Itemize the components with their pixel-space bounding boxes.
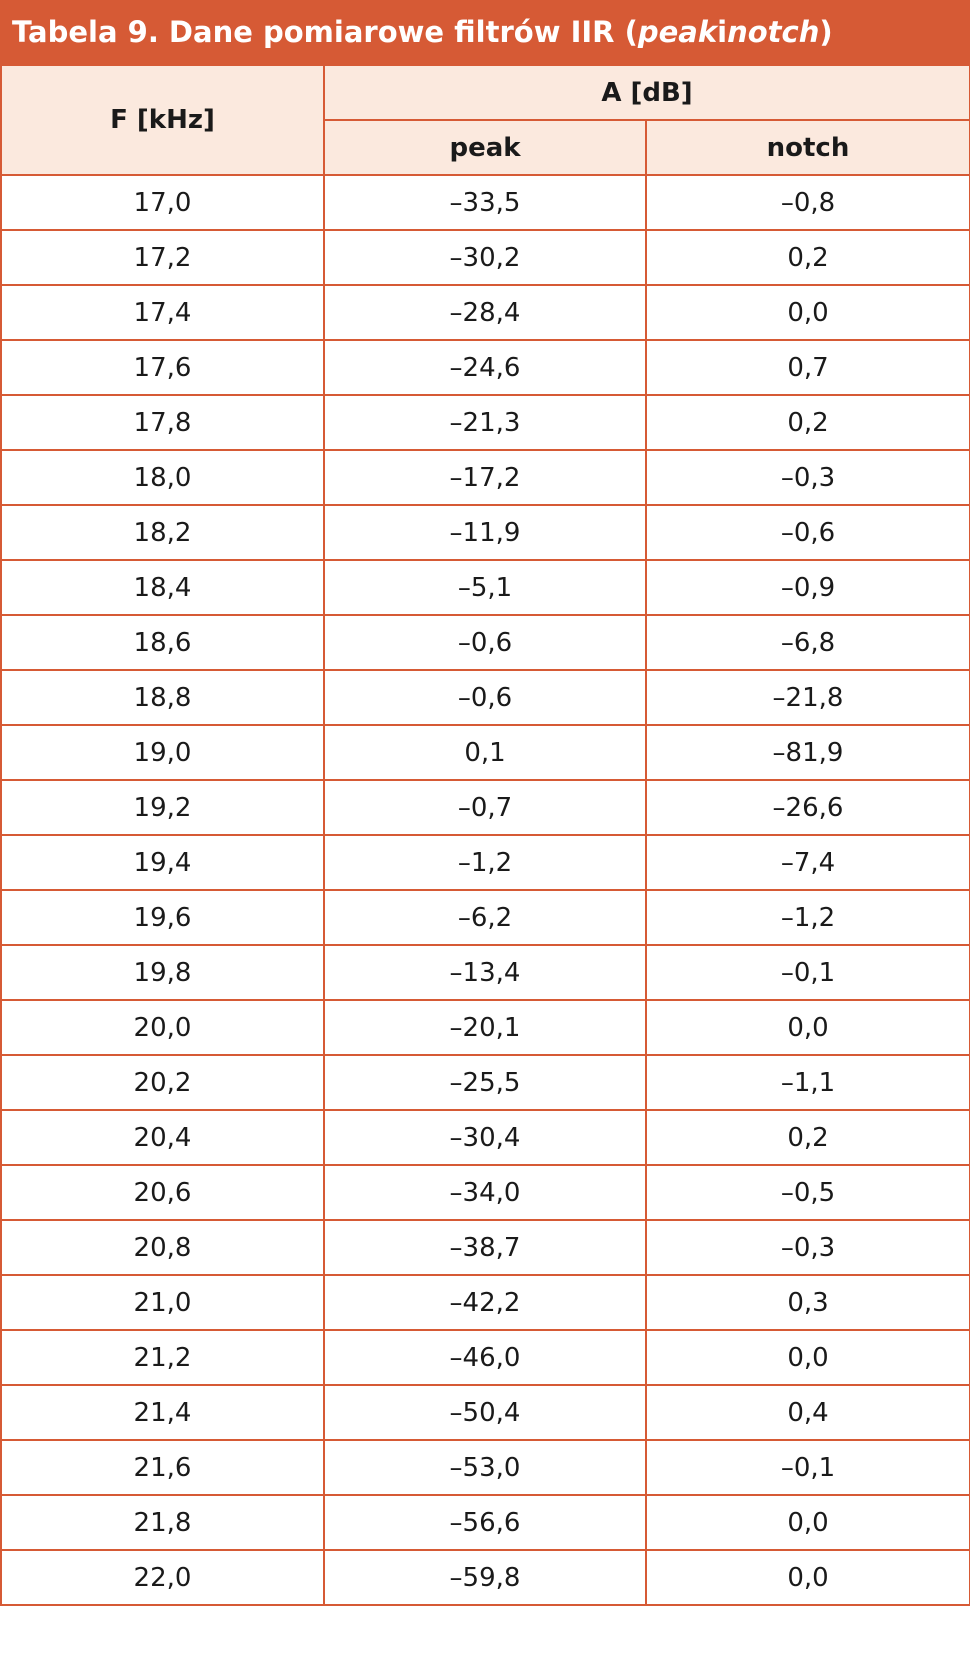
table-row bbox=[1, 890, 970, 945]
table-header bbox=[1, 65, 970, 175]
cell-peak: –56,6 bbox=[324, 1495, 646, 1550]
table-row bbox=[1, 1440, 970, 1495]
cell-frequency: 21,2 bbox=[1, 1330, 324, 1385]
cell-peak: –38,7 bbox=[324, 1220, 646, 1275]
table-row bbox=[1, 1110, 970, 1165]
cell-peak: –30,4 bbox=[324, 1110, 646, 1165]
cell-notch: 0,0 bbox=[646, 1000, 970, 1055]
table-row bbox=[1, 835, 970, 890]
table-row bbox=[1, 1550, 970, 1605]
cell-notch: 0,3 bbox=[646, 1275, 970, 1330]
cell-peak: –5,1 bbox=[324, 560, 646, 615]
table-row bbox=[1, 1275, 970, 1330]
header-notch: notch bbox=[646, 120, 970, 175]
cell-frequency: 19,4 bbox=[1, 835, 324, 890]
table-row bbox=[1, 1220, 970, 1275]
table-row bbox=[1, 1330, 970, 1385]
header-amplitude-group: A [dB] bbox=[324, 65, 970, 120]
table-row bbox=[1, 1000, 970, 1055]
cell-notch: 0,0 bbox=[646, 1330, 970, 1385]
cell-notch: 0,0 bbox=[646, 1550, 970, 1605]
cell-notch: –81,9 bbox=[646, 725, 970, 780]
cell-frequency: 20,2 bbox=[1, 1055, 324, 1110]
cell-notch: 0,0 bbox=[646, 1495, 970, 1550]
cell-peak: –11,9 bbox=[324, 505, 646, 560]
cell-notch: –0,1 bbox=[646, 1440, 970, 1495]
cell-frequency: 19,0 bbox=[1, 725, 324, 780]
cell-notch: –7,4 bbox=[646, 835, 970, 890]
cell-frequency: 18,4 bbox=[1, 560, 324, 615]
cell-peak: –42,2 bbox=[324, 1275, 646, 1330]
cell-frequency: 20,4 bbox=[1, 1110, 324, 1165]
cell-frequency: 20,8 bbox=[1, 1220, 324, 1275]
cell-notch: 0,2 bbox=[646, 395, 970, 450]
table-title-prefix: Tabela 9. Dane pomiarowe filtrów IIR ( bbox=[12, 15, 638, 49]
cell-peak: –24,6 bbox=[324, 340, 646, 395]
table-row bbox=[1, 1495, 970, 1550]
cell-peak: –25,5 bbox=[324, 1055, 646, 1110]
table-row bbox=[1, 1385, 970, 1440]
cell-frequency: 17,8 bbox=[1, 395, 324, 450]
cell-notch: –21,8 bbox=[646, 670, 970, 725]
cell-frequency: 22,0 bbox=[1, 1550, 324, 1605]
cell-frequency: 20,0 bbox=[1, 1000, 324, 1055]
cell-peak: –59,8 bbox=[324, 1550, 646, 1605]
cell-notch: –0,9 bbox=[646, 560, 970, 615]
cell-notch: –0,5 bbox=[646, 1165, 970, 1220]
measurement-table bbox=[0, 64, 970, 1606]
cell-peak: –1,2 bbox=[324, 835, 646, 890]
cell-notch: –6,8 bbox=[646, 615, 970, 670]
table-row bbox=[1, 175, 970, 230]
cell-frequency: 19,2 bbox=[1, 780, 324, 835]
cell-frequency: 21,0 bbox=[1, 1275, 324, 1330]
cell-peak: –17,2 bbox=[324, 450, 646, 505]
cell-peak: –21,3 bbox=[324, 395, 646, 450]
table-row bbox=[1, 560, 970, 615]
cell-frequency: 21,8 bbox=[1, 1495, 324, 1550]
cell-frequency: 17,0 bbox=[1, 175, 324, 230]
cell-peak: –13,4 bbox=[324, 945, 646, 1000]
cell-frequency: 21,4 bbox=[1, 1385, 324, 1440]
cell-frequency: 19,6 bbox=[1, 890, 324, 945]
cell-peak: –28,4 bbox=[324, 285, 646, 340]
cell-frequency: 17,2 bbox=[1, 230, 324, 285]
cell-notch: –0,3 bbox=[646, 1220, 970, 1275]
cell-frequency: 19,8 bbox=[1, 945, 324, 1000]
cell-notch: –0,3 bbox=[646, 450, 970, 505]
cell-notch: 0,7 bbox=[646, 340, 970, 395]
table-row bbox=[1, 505, 970, 560]
table-title bbox=[0, 0, 970, 64]
cell-peak: –0,6 bbox=[324, 670, 646, 725]
table-body bbox=[1, 175, 970, 1605]
header-peak: peak bbox=[324, 120, 646, 175]
cell-peak: –53,0 bbox=[324, 1440, 646, 1495]
table-row bbox=[1, 780, 970, 835]
cell-peak: –33,5 bbox=[324, 175, 646, 230]
header-frequency: F [kHz] bbox=[1, 65, 324, 175]
cell-frequency: 17,4 bbox=[1, 285, 324, 340]
table-row bbox=[1, 340, 970, 395]
table-row bbox=[1, 615, 970, 670]
cell-frequency: 18,2 bbox=[1, 505, 324, 560]
table-row bbox=[1, 1165, 970, 1220]
cell-notch: –0,6 bbox=[646, 505, 970, 560]
cell-frequency: 18,8 bbox=[1, 670, 324, 725]
cell-notch: –0,1 bbox=[646, 945, 970, 1000]
cell-peak: –34,0 bbox=[324, 1165, 646, 1220]
table-row bbox=[1, 450, 970, 505]
cell-notch: –1,2 bbox=[646, 890, 970, 945]
cell-notch: 0,4 bbox=[646, 1385, 970, 1440]
table-title-middle: i bbox=[717, 15, 728, 49]
cell-notch: –0,8 bbox=[646, 175, 970, 230]
table-title-notch: notch bbox=[727, 15, 820, 49]
cell-peak: –0,7 bbox=[324, 780, 646, 835]
table-title-peak: peak bbox=[637, 15, 718, 49]
cell-peak: –46,0 bbox=[324, 1330, 646, 1385]
table-row bbox=[1, 230, 970, 285]
table-row bbox=[1, 1055, 970, 1110]
cell-peak: 0,1 bbox=[324, 725, 646, 780]
cell-peak: –0,6 bbox=[324, 615, 646, 670]
table-row bbox=[1, 285, 970, 340]
cell-peak: –20,1 bbox=[324, 1000, 646, 1055]
cell-notch: 0,2 bbox=[646, 1110, 970, 1165]
cell-notch: 0,2 bbox=[646, 230, 970, 285]
table-row bbox=[1, 670, 970, 725]
cell-peak: –30,2 bbox=[324, 230, 646, 285]
table-row bbox=[1, 945, 970, 1000]
cell-notch: 0,0 bbox=[646, 285, 970, 340]
cell-frequency: 18,6 bbox=[1, 615, 324, 670]
table-title-suffix: ) bbox=[819, 15, 833, 49]
cell-notch: –26,6 bbox=[646, 780, 970, 835]
table-row bbox=[1, 725, 970, 780]
cell-frequency: 17,6 bbox=[1, 340, 324, 395]
cell-notch: –1,1 bbox=[646, 1055, 970, 1110]
cell-peak: –50,4 bbox=[324, 1385, 646, 1440]
cell-frequency: 20,6 bbox=[1, 1165, 324, 1220]
cell-frequency: 18,0 bbox=[1, 450, 324, 505]
cell-peak: –6,2 bbox=[324, 890, 646, 945]
table-row bbox=[1, 395, 970, 450]
cell-frequency: 21,6 bbox=[1, 1440, 324, 1495]
